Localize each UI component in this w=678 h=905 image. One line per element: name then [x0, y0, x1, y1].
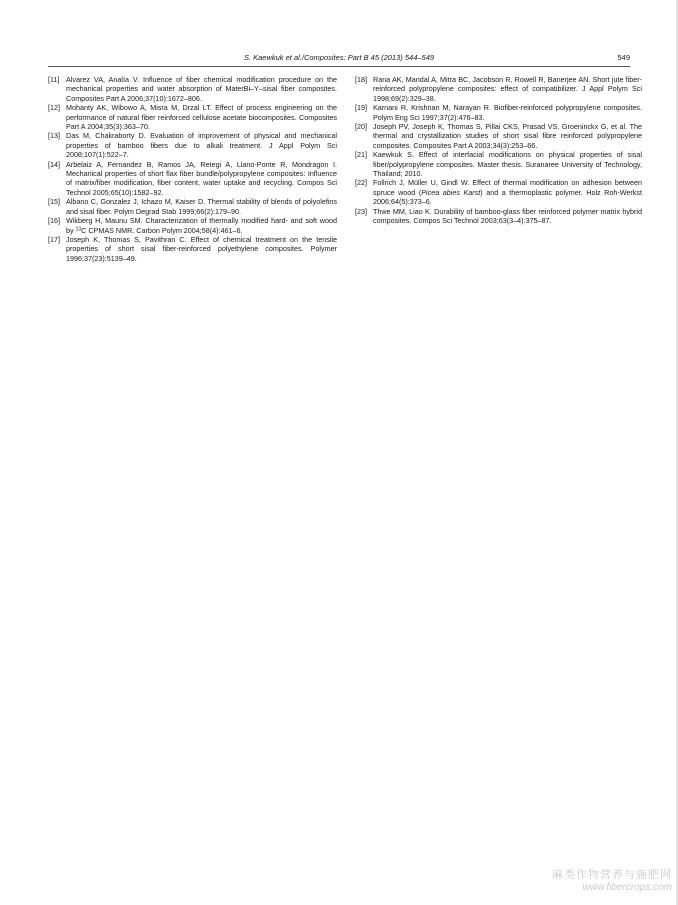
reference-number: [20] [355, 122, 367, 132]
superscript-isotope: 13 [75, 226, 82, 232]
reference-text: Thwe MM, Liao K. Durability of bamboo-glass fiber reinforced polymer matrix hybrid composites. Compos Sci Technol 2003;63(3–4):375–87. [373, 206, 642, 226]
reference-text: Joseph PV, Joseph K, Thomas S, Pillai CKS, Prasad VS, Groeninckx G, et al. The thermal and crystallization studies of short sisal fibre reinforced polypropylene composites. Composites Part A 2003;34(3):253–66. [373, 122, 642, 150]
reference-text-continued: C CPMAS NMR. Carbon Polym 2004;58(4):461–6. [81, 225, 243, 235]
reference-item [48, 235, 337, 263]
reference-item [48, 75, 337, 103]
reference-item [355, 207, 642, 226]
reference-number: [13] [48, 131, 60, 141]
reference-number: [21] [355, 150, 367, 160]
reference-item [48, 160, 337, 198]
reference-number: [14] [48, 159, 60, 169]
site-watermark [542, 869, 672, 895]
running-header [48, 52, 630, 64]
header-rule [48, 66, 630, 67]
references-column-left [48, 75, 337, 263]
reference-number: [12] [48, 103, 60, 113]
reference-text: Albano C, Gonzalez J, Ichazo M, Kaiser D. Thermal stability of blends of polyolefins and sisal fiber. Polym Degrad Stab 1999;66(2):179–90. [66, 197, 337, 216]
reference-text: Rana AK, Mandal A, Mitra BC, Jacobson R, Rowell R, Banerjee AN. Short jute fiber-reinforced polypropylene composites: effect of compatibilizer. J Appl Polym Sci 1998;69(2):329–38. [373, 75, 642, 103]
reference-number: [18] [355, 75, 367, 84]
reference-text: Das M, Chakraborty D. Evaluation of improvement of physical and mechanical properties of bamboo fibers due to alkali treatment. J Appl Polym Sci 2008;107(1):522–7. [66, 131, 337, 160]
reference-text: Joseph K, Thomas S, Pavithran C. Effect of chemical treatment on the tensile properties of short sisal fiber-reinforced polyethylene composites. Polymer 1996;37(23):5139–49. [66, 234, 337, 263]
watermark-url: www.fibercrops.com [582, 882, 672, 893]
reference-item [48, 216, 337, 235]
reference-number: [23] [355, 206, 367, 216]
reference-number: [15] [48, 197, 60, 207]
reference-number: [11] [48, 75, 60, 84]
species-name: Picea abies Karst [421, 187, 481, 197]
reference-text: Mohanty AK, Wibowo A, Misra M, Drzal LT. Effect of process engineering on the performance of natural fiber reinforced cellulose acetate biocomposites. Composites Part A 2004;35(3):363–70. [66, 103, 337, 132]
reference-text: Kaewkuk S. Effect of interfacial modifications on physical properties of sisal fiber/polypropylene composites. Master thesis. Suranaree University of Technology, Thailand; 2010. [373, 150, 642, 179]
reference-text: Arbelaiz A, Fernandez B, Ramos JA, Retegi A, Llano-Ponte R, Mondragon I. Mechanical properties of short flax fiber bundle/polypropylene composites: Influence of matrix/fiber modification, fiber content, water uptake and recycling. Compos Sci Technol 2005;65(10):1582–92. [66, 159, 337, 197]
reference-item [48, 197, 337, 216]
reference-number: [22] [355, 178, 367, 188]
reference-item [48, 103, 337, 131]
reference-item [355, 122, 642, 150]
page-number: 549 [617, 53, 630, 62]
reference-text: Alvarez VA, Analía V. Influence of fiber chemical modification procedure on the mechanical properties and water absorption of MaterBi–Y–sisal fiber composites. Composites Part A 2006;37(10):1672–806. [66, 75, 337, 103]
reference-item [355, 178, 642, 206]
references-column-right [355, 75, 642, 226]
reference-text: Karnani R, Krishnan M, Narayan R. Biofiber-reinforced polypropylene composites. Polym Eng Sci 1997;37(2):476–83. [373, 103, 642, 122]
reference-text: Wikberg H, Maunu SM. Characterization of thermally modified hard- and soft wood by [66, 216, 337, 235]
reference-item [355, 103, 642, 122]
watermark-chinese-text: 麻类作物营养与施肥网 [552, 869, 672, 881]
journal-citation: S. Kaewkuk et al./Composites: Part B 45 (2013) 544–549 [243, 53, 435, 62]
reference-item [48, 131, 337, 159]
reference-item [355, 75, 642, 103]
reference-item [355, 150, 642, 178]
reference-number: [16] [48, 216, 60, 226]
reference-text: Follrich J, Müller U, Gindl W. Effect of thermal modification on adhesion between spruce wood ( [373, 178, 642, 197]
reference-number: [17] [48, 234, 60, 244]
reference-number: [19] [355, 103, 367, 113]
reference-text-continued: ) and a thermoplastic polymer. Holz Roh-Werkst 2006;64(5):373–6. [373, 187, 642, 207]
